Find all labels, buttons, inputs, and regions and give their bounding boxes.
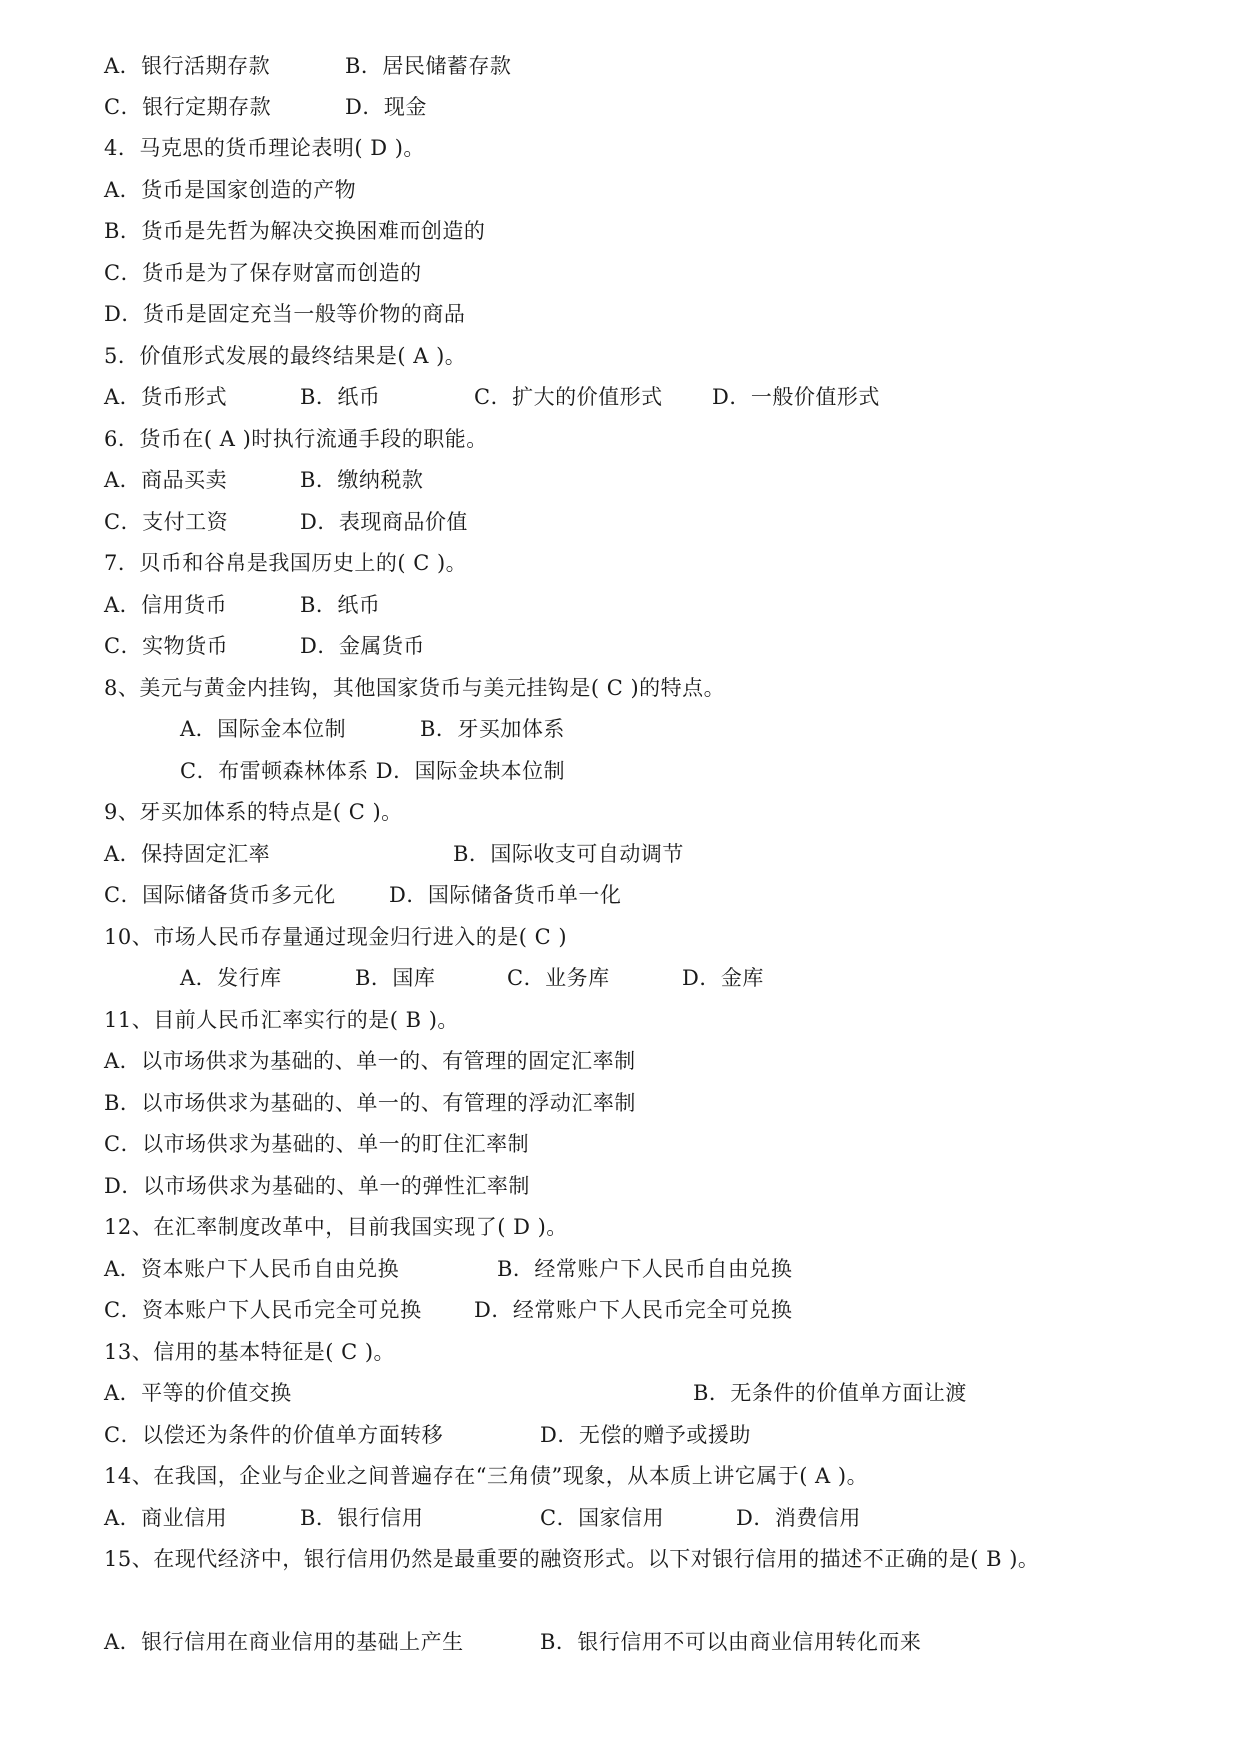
question-text: 12、在汇率制度改革中，目前我国实现了( D )。	[104, 1215, 568, 1239]
answer-option: D．金库	[682, 966, 764, 990]
question-text: 8、美元与黄金内挂钩，其他国家货币与美元挂钩是( C )的特点。	[104, 676, 726, 700]
question-text: 13、信用的基本特征是( C )。	[104, 1340, 396, 1364]
answer-option: C．布雷顿森林体系 D．国际金块本位制	[180, 759, 566, 783]
answer-option: D．以市场供求为基础的、单一的弹性汇率制	[104, 1174, 530, 1198]
answer-option: D．金属货币	[300, 634, 425, 658]
answer-option: B．以市场供求为基础的、单一的、有管理的浮动汇率制	[104, 1091, 636, 1115]
answer-option: B．居民储蓄存款	[345, 54, 512, 78]
question-text: 11、目前人民币汇率实行的是( B )。	[104, 1008, 459, 1032]
answer-option: A．商业信用	[104, 1506, 228, 1530]
question-text: 5．价值形式发展的最终结果是( A )。	[104, 344, 467, 368]
answer-option: B．货币是先哲为解决交换困难而创造的	[104, 219, 486, 243]
answer-option: A．保持固定汇率	[104, 842, 271, 866]
question-text: 6．货币在( A )时执行流通手段的职能。	[104, 427, 488, 451]
answer-option: A．银行活期存款	[104, 54, 271, 78]
answer-option: A．资本账户下人民币自由兑换	[104, 1257, 400, 1281]
answer-option: B．牙买加体系	[420, 717, 565, 741]
answer-option: B．银行信用	[300, 1506, 424, 1530]
answer-option: D．消费信用	[736, 1506, 861, 1530]
answer-option: C．以市场供求为基础的、单一的盯住汇率制	[104, 1132, 530, 1156]
answer-option: A．国际金本位制	[180, 717, 347, 741]
answer-option: B．经常账户下人民币自由兑换	[497, 1257, 793, 1281]
answer-option: D．无偿的赠予或援助	[540, 1423, 751, 1447]
answer-option: A．发行库	[180, 966, 282, 990]
answer-option: C．国际储备货币多元化	[104, 883, 336, 907]
answer-option: B．银行信用不可以由商业信用转化而来	[540, 1630, 922, 1654]
question-text: 7．贝币和谷帛是我国历史上的( C )。	[104, 551, 468, 575]
answer-option: D．国际储备货币单一化	[389, 883, 622, 907]
answer-option: C．支付工资	[104, 510, 229, 534]
answer-option: A．信用货币	[104, 593, 228, 617]
answer-option: D．现金	[345, 95, 427, 119]
answer-option: A．货币形式	[104, 385, 228, 409]
answer-option: C．资本账户下人民币完全可兑换	[104, 1298, 422, 1322]
question-text: 15、在现代经济中，银行信用仍然是最重要的融资形式。以下对银行信用的描述不正确的是( B )。	[104, 1547, 1040, 1571]
answer-option: D．表现商品价值	[300, 510, 468, 534]
answer-option: C．银行定期存款	[104, 95, 272, 119]
answer-option: C．扩大的价值形式	[474, 385, 663, 409]
answer-option: B．国库	[355, 966, 436, 990]
question-text: 10、市场人民币存量通过现金归行进入的是( C )	[104, 925, 568, 949]
answer-option: A．商品买卖	[104, 468, 228, 492]
answer-option: C．业务库	[507, 966, 610, 990]
answer-option: C．以偿还为条件的价值单方面转移	[104, 1423, 444, 1447]
answer-option: D．一般价值形式	[712, 385, 880, 409]
answer-option: A．以市场供求为基础的、单一的、有管理的固定汇率制	[104, 1049, 636, 1073]
question-text: 9、牙买加体系的特点是( C )。	[104, 800, 403, 824]
answer-option: A．银行信用在商业信用的基础上产生	[104, 1630, 464, 1654]
answer-option: B．国际收支可自动调节	[453, 842, 684, 866]
answer-option: B．纸币	[300, 385, 381, 409]
answer-option: C．国家信用	[540, 1506, 665, 1530]
answer-option: B．无条件的价值单方面让渡	[693, 1381, 967, 1405]
answer-option: D．货币是固定充当一般等价物的商品	[104, 302, 466, 326]
answer-option: B．缴纳税款	[300, 468, 424, 492]
answer-option: D．经常账户下人民币完全可兑换	[474, 1298, 793, 1322]
answer-option: A．货币是国家创造的产物	[104, 178, 357, 202]
question-text: 4．马克思的货币理论表明( D )。	[104, 136, 425, 160]
answer-option: C．货币是为了保存财富而创造的	[104, 261, 422, 285]
question-text: 14、在我国，企业与企业之间普遍存在“三角债”现象，从本质上讲它属于( A )。	[104, 1464, 869, 1488]
answer-option: B．纸币	[300, 593, 381, 617]
answer-option: C．实物货币	[104, 634, 229, 658]
answer-option: A．平等的价值交换	[104, 1381, 292, 1405]
